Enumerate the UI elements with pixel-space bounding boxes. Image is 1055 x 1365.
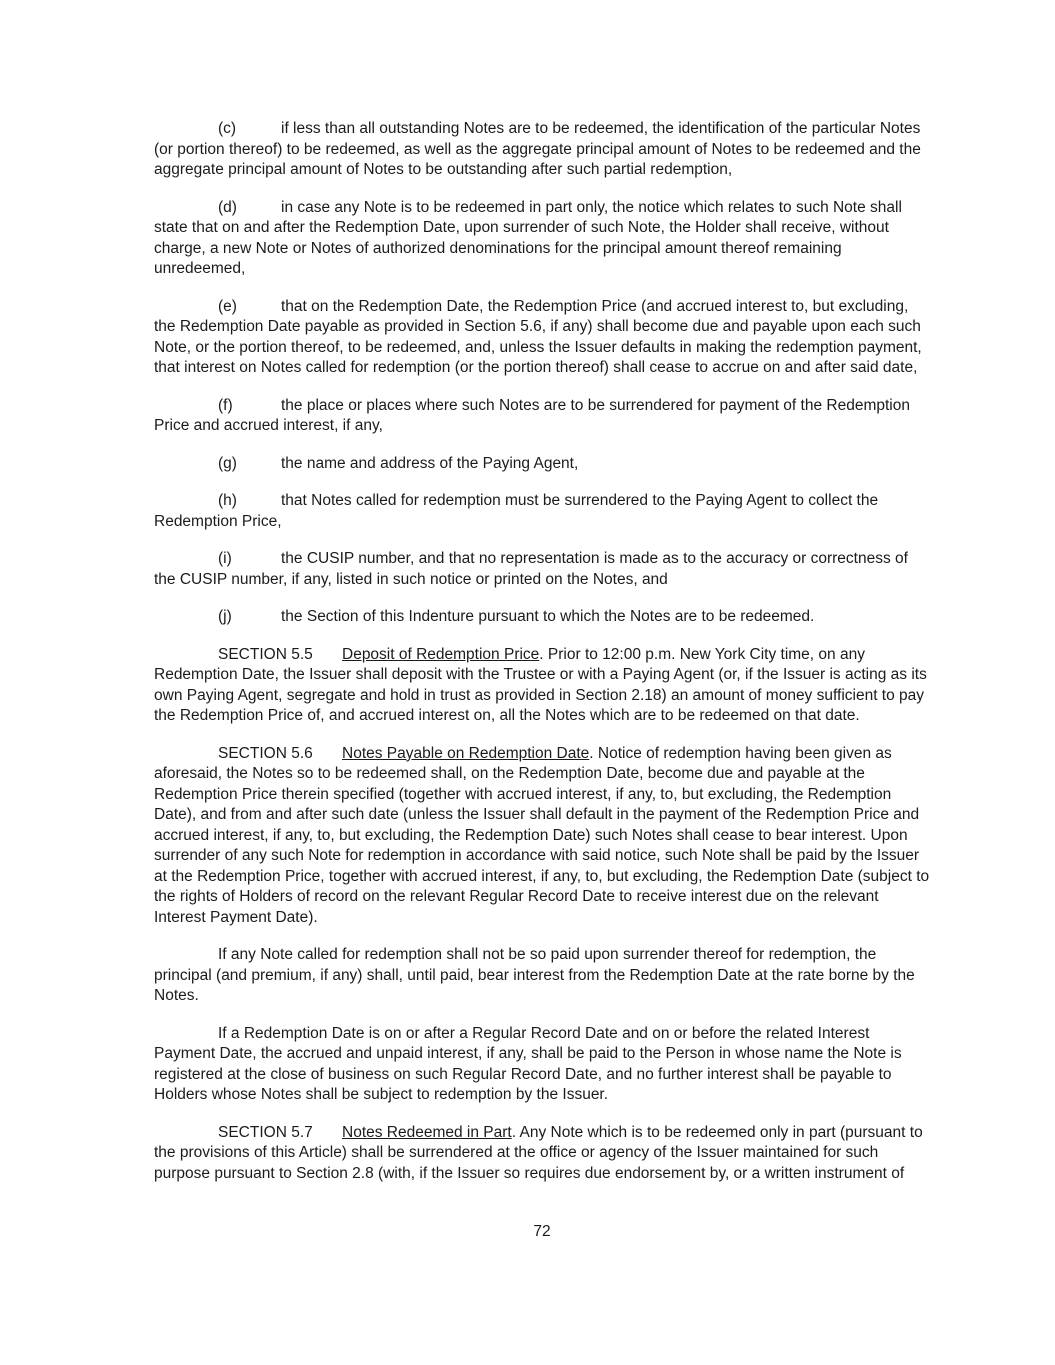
section-5-7-heading: Notes Redeemed in Part bbox=[342, 1123, 512, 1141]
list-item-d bbox=[154, 198, 930, 280]
list-item-c-label: (c) bbox=[218, 120, 237, 137]
section-5-6-label: SECTION 5.6 bbox=[218, 744, 313, 762]
list-item-e-label: (e) bbox=[218, 297, 237, 315]
section-5-7 bbox=[154, 1123, 930, 1185]
list-item-h-label: (h) bbox=[218, 492, 237, 509]
list-item-d-label: (d) bbox=[218, 198, 237, 216]
list-item-g-text: the name and address of the Paying Agent, bbox=[281, 454, 579, 472]
section-5-6-body: . Notice of redemption having been given as aforesaid, the Notes so to be redeemed shall, on the Redemption Date, become due and payable at the Redemption Price therein specified (together with accrued interest, if any, to, but excluding, the Redemption Date), and from and after such date (unless the Issuer shall default in the payment of the Redemption Price and accrued interest, if any, to, but excluding, the Redemption Date) such Notes shall cease to bear interest. Upon surrender of any such Note for redemption in accordance with said notice, such Note shall be paid by the Issuer at the Redemption Price, together with accrued interest, if any, to, but excluding, the Redemption Date (subject to the rights of Holders of record on the relevant Regular Record Date to receive interest due on the relevant Interest Payment Date). bbox=[154, 744, 930, 926]
list-item-g bbox=[154, 454, 930, 475]
list-item-d-text: in case any Note is to be redeemed in part only, the notice which relates to such Note shall state that on and after the Redemption Date, upon surrender of such Note, the Holder shall receive, without charge, a new Note or Notes of authorized denominations for the principal amount thereof remaining unredeemed, bbox=[154, 198, 902, 277]
section-5-5 bbox=[154, 645, 930, 727]
list-item-e-text: that on the Redemption Date, the Redemption Price (and accrued interest to, but excluding, the Redemption Date payable as provided in Section 5.6, if any) shall become due and payable upon each such Note, or the portion thereof, to be redeemed, and, unless the Issuer defaults in making the redemption payment, that interest on Notes called for redemption (or the portion thereof) shall cease to accrue on and after said date, bbox=[154, 297, 922, 376]
list-item-f-text: the place or places where such Notes are to be surrendered for payment of the Redemption Price and accrued interest, if any, bbox=[154, 396, 910, 434]
paragraph-interest: If any Note called for redemption shall not be so paid upon surrender thereof for redemption, the principal (and premium, if any) shall, until paid, bear interest from the Redemption Date at the rate borne by the Notes. bbox=[154, 946, 915, 1004]
list-item-j-label: (j) bbox=[218, 608, 232, 625]
list-item-h-text: that Notes called for redemption must be surrendered to the Paying Agent to collect the Redemption Price, bbox=[154, 492, 879, 530]
list-item-i bbox=[154, 549, 930, 590]
list-item-j bbox=[154, 607, 930, 628]
section-5-5-body: . Prior to 12:00 p.m. New York City time, on any Redemption Date, the Issuer shall deposit with the Trustee or with a Paying Agent (or, if the Issuer is acting as its own Paying Agent, segregate and hold in trust as provided in Section 2.18) an amount of money sufficient to pay the Redemption Price of, and accrued interest on, all the Notes which are to be redeemed on that date. bbox=[154, 645, 927, 724]
list-item-e bbox=[154, 297, 930, 379]
page-number: 72 bbox=[533, 1223, 551, 1240]
list-item-j-text: the Section of this Indenture pursuant to which the Notes are to be redeemed. bbox=[281, 608, 815, 625]
list-item-h bbox=[154, 491, 930, 532]
list-item-i-text: the CUSIP number, and that no representation is made as to the accuracy or correctness of the CUSIP number, if any, listed in such notice or printed on the Notes, and bbox=[154, 550, 908, 588]
list-item-f bbox=[154, 396, 930, 437]
list-item-c bbox=[154, 119, 930, 181]
section-5-7-body: . Any Note which is to be redeemed only in part (pursuant to the provisions of this Article) shall be surrendered at the office or agency of the Issuer maintained for such purpose pursuant to Section 2.8 (with, if the Issuer so requires due endorsement by, or a written instrument of bbox=[154, 1123, 923, 1182]
paragraph-record-date: If a Redemption Date is on or after a Regular Record Date and on or before the related Interest Payment Date, the accrued and unpaid interest, if any, shall be paid to the Person in whose name the Note is registered at the close of business on such Regular Record Date, and no further interest shall be payable to Holders whose Notes shall be subject to redemption by the Issuer. bbox=[154, 1024, 902, 1103]
list-item-g-label: (g) bbox=[218, 454, 237, 472]
section-5-6 bbox=[154, 744, 930, 929]
list-item-i-label: (i) bbox=[218, 550, 232, 567]
list-item-f-label: (f) bbox=[218, 396, 233, 414]
section-5-5-label: SECTION 5.5 bbox=[218, 645, 313, 663]
list-item-c-text: if less than all outstanding Notes are to be redeemed, the identification of the particular Notes (or portion thereof) to be redeemed, as well as the aggregate principal amount of Notes to be redeemed and the aggregate principal amount of Notes to be outstanding after such partial redemption, bbox=[154, 120, 921, 178]
section-5-5-heading: Deposit of Redemption Price bbox=[342, 645, 540, 663]
section-5-7-label: SECTION 5.7 bbox=[218, 1123, 313, 1141]
section-5-6-heading: Notes Payable on Redemption Date bbox=[342, 744, 590, 762]
